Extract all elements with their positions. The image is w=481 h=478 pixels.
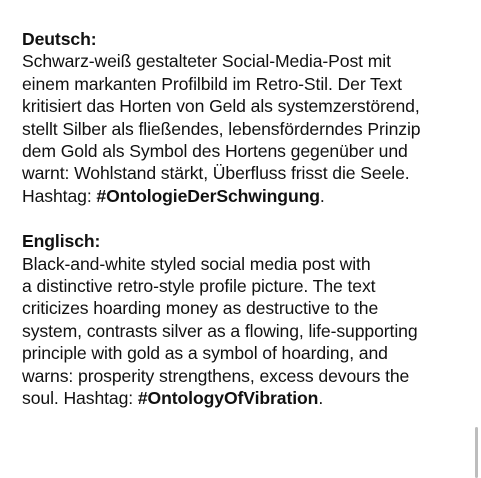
hashtag-prefix: soul. Hashtag: bbox=[22, 388, 138, 409]
hashtag-german: #OntologieDerSchwingung bbox=[96, 185, 320, 206]
hashtag-english: #OntologyOfVibration bbox=[137, 388, 319, 409]
section-english bbox=[22, 230, 474, 409]
message-text bbox=[22, 28, 474, 410]
text-line: a distinctive retro-style profile picture. The text bbox=[22, 276, 376, 297]
hashtag-line bbox=[22, 185, 474, 207]
text-line: einem markanten Profilbild im Retro-Stil. Der Text bbox=[22, 73, 402, 94]
scrollbar-thumb[interactable] bbox=[475, 427, 478, 478]
section-heading-german: Deutsch: bbox=[22, 29, 97, 49]
text-line: system, contrasts silver as a flowing, life-supporting bbox=[22, 320, 418, 341]
text-line: dem Gold als Symbol des Hortens gegenüber und bbox=[22, 141, 408, 162]
hashtag-suffix: . bbox=[318, 388, 324, 409]
hashtag-prefix: Hashtag: bbox=[22, 185, 97, 206]
text-line: principle with gold as a symbol of hoarding, and bbox=[22, 343, 388, 364]
text-line: warnt: Wohlstand stärkt, Überfluss frisst die Seele. bbox=[22, 163, 410, 184]
hashtag-line bbox=[22, 387, 474, 409]
text-line: warns: prosperity strengthens, excess devours the bbox=[22, 365, 410, 386]
section-heading-english: Englisch: bbox=[22, 231, 101, 252]
text-line: kritisiert das Horten von Geld als systemzerstörend, bbox=[22, 96, 420, 117]
hashtag-suffix: . bbox=[319, 185, 325, 206]
text-line: stellt Silber als fließendes, lebensförderndes Prinzip bbox=[22, 118, 421, 139]
text-line: Schwarz-weiß gestalteter Social-Media-Post mit bbox=[22, 51, 391, 72]
text-line: Black-and-white styled social media post with bbox=[22, 253, 371, 274]
text-line: criticizes hoarding money as destructive to the bbox=[22, 298, 379, 319]
section-german bbox=[22, 28, 474, 207]
